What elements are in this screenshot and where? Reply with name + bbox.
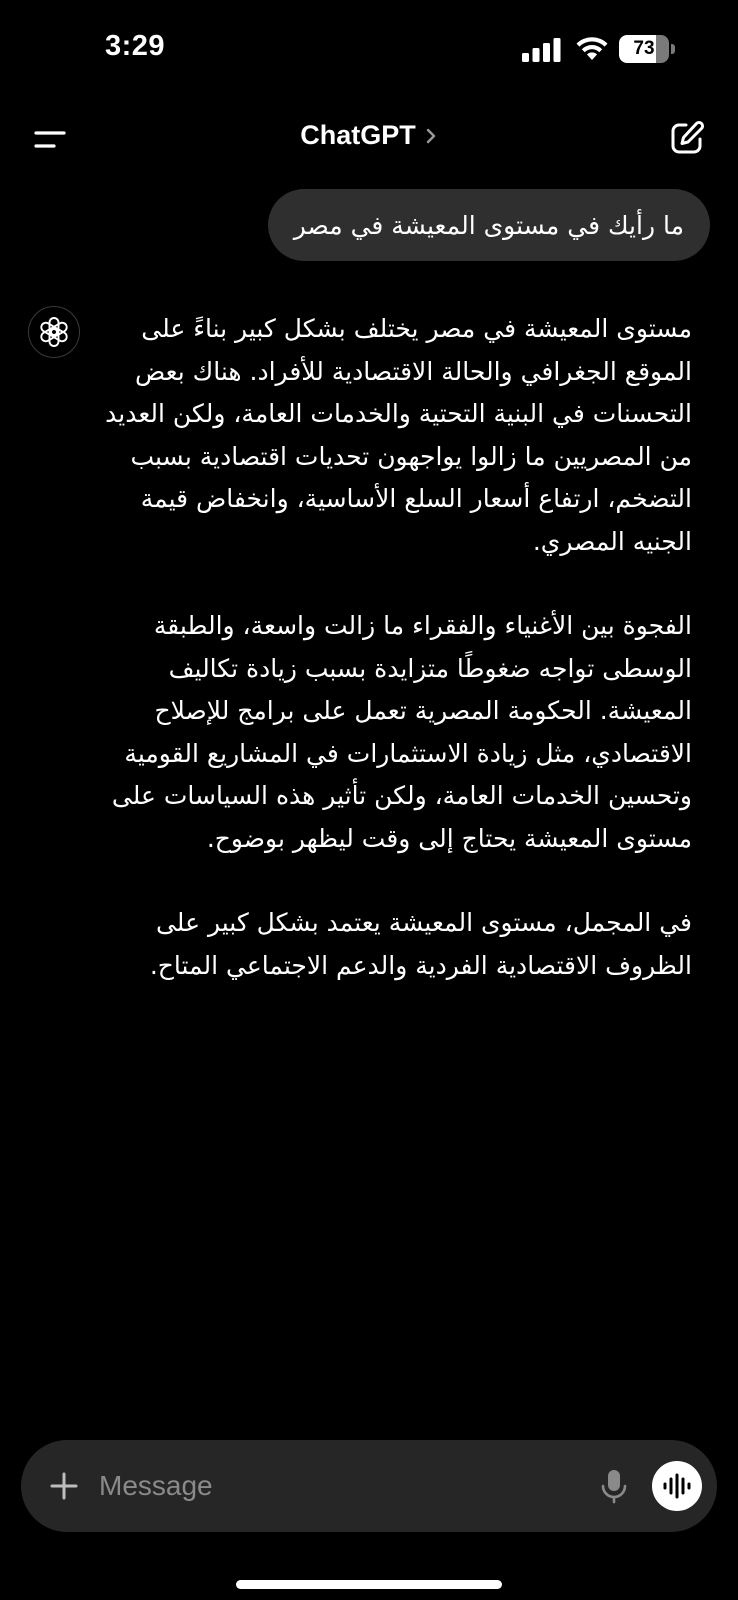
assistant-paragraph: الفجوة بين الأغنياء والفقراء ما زالت واسعة، والطبقة الوسطى تواجه ضغوطًا متزايدة بسبب زيادة تكاليف المعيشة. الحكومة المصرية تعمل على برامج للإصلاح الاقتصادي، مثل زيادة الاستثمارات في المشاريع القومية وتحسين الخدمات العامة، ولكن تأثير هذه السياسات على مستوى المعيشة يحتاج إلى وقت ليظهر بوضوح. (111, 611, 692, 853)
battery-percent: 73 (633, 38, 655, 59)
model-selector-button[interactable] (300, 120, 438, 151)
new-chat-edit-icon (667, 118, 707, 158)
assistant-paragraph: مستوى المعيشة في مصر يختلف بشكل كبير بناءً على الموقع الجغرافي والحالة الاقتصادية للأفراد. هناك بعض التحسنات في البنية التحتية والخدمات العامة، ولكن العديد من المصريين ما زالوا يواجهون تحديات اقتصادية بسبب التضخم، ارتفاع أسعار السلع الأساسية، وانخفاض قيمة الجنيه المصري. (105, 314, 692, 556)
message-input[interactable] (99, 1458, 599, 1514)
plus-icon (45, 1467, 83, 1505)
top-nav-bar (0, 100, 738, 180)
assistant-paragraph: في المجمل، مستوى المعيشة يعتمد بشكل كبير على الظروف الاقتصادية الفردية والدعم الاجتماعي المتاح. (149, 908, 692, 980)
new-chat-button[interactable] (667, 118, 707, 158)
voice-mode-button[interactable] (652, 1461, 702, 1511)
user-message-bubble: ما رأيك في مستوى المعيشة في مصر (268, 189, 710, 261)
page-title: ChatGPT (300, 120, 416, 150)
microphone-icon (594, 1466, 634, 1506)
assistant-message (100, 308, 692, 987)
status-time: 3:29 (105, 30, 166, 62)
cellular-signal-icon (522, 38, 562, 62)
battery-indicator (619, 35, 675, 63)
attach-button[interactable] (45, 1467, 83, 1505)
chevron-right-icon (424, 126, 438, 146)
voice-waveform-icon (662, 1473, 692, 1499)
message-composer (21, 1440, 717, 1532)
assistant-avatar (28, 306, 80, 358)
openai-logo-icon (37, 315, 71, 349)
status-bar (0, 0, 738, 100)
home-indicator (236, 1580, 502, 1589)
wifi-icon (575, 34, 609, 62)
dictation-button[interactable] (594, 1466, 634, 1506)
